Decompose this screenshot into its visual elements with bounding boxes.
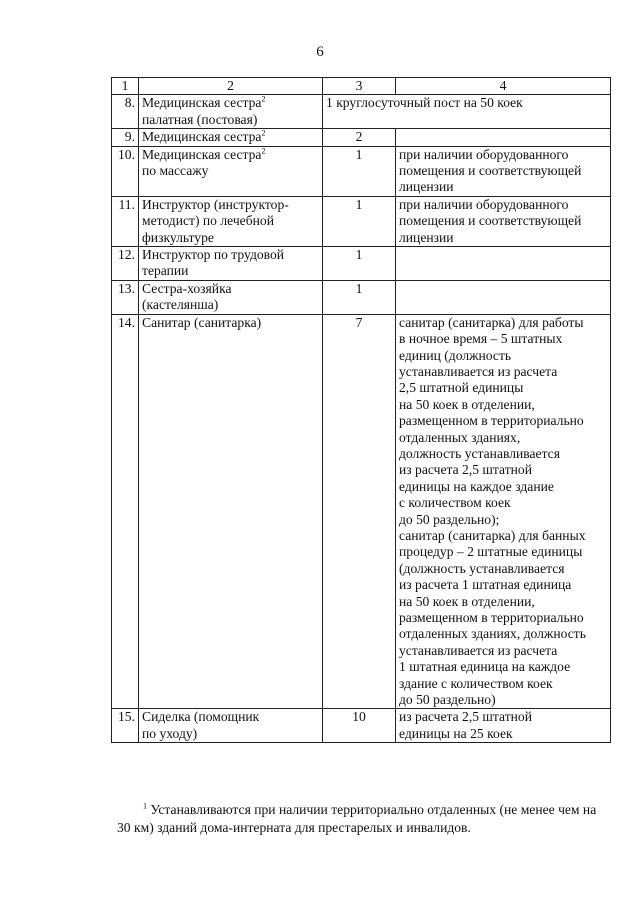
position-line: Инструктор по трудовой — [142, 247, 285, 263]
table-row — [112, 196, 611, 246]
note-line: размещенном в территориально — [399, 610, 584, 625]
footnote — [117, 801, 612, 837]
staff-count: 1 — [323, 196, 396, 246]
header-col-3: 3 — [323, 78, 396, 95]
note-line: санитар (санитарка) для банных — [399, 527, 586, 543]
position-title — [139, 146, 323, 196]
footnote-text: Устанавливаются при наличии территориально отдаленных (не менее чем на 30 км) зданий дома-интерната для престарелых и инвалидов. — [117, 802, 597, 835]
table-row — [112, 95, 611, 129]
position-line: Санитар (санитарка) — [142, 314, 262, 330]
position-title — [139, 129, 323, 146]
note-line: отдаленных зданиях, должность — [399, 626, 586, 642]
note — [396, 146, 611, 196]
row-number: 8. — [112, 95, 139, 129]
note-line: единицы на 25 коек — [399, 725, 513, 741]
position-line: Сестра-хозяйка — [142, 280, 232, 296]
position-line: Медицинская сестра — [142, 146, 262, 162]
note-line: при наличии оборудованного — [399, 196, 569, 212]
row-number: 14. — [112, 314, 139, 709]
position-line: Сиделка (помощник — [142, 709, 260, 725]
note-line: устанавливается из расчета — [399, 642, 558, 658]
page-number: 6 — [316, 44, 324, 60]
note-line: (должность устанавливается — [399, 560, 565, 576]
note-line: лицензии — [399, 229, 454, 245]
position-line: методист) по лечебной — [142, 213, 274, 229]
position-title — [139, 709, 323, 743]
note-line: из расчета 2,5 штатной — [399, 709, 532, 725]
staffing-table — [111, 77, 611, 743]
note-line: размещенном в территориально — [399, 413, 584, 429]
position-line: по уходу) — [142, 725, 198, 741]
staff-count: 1 — [323, 146, 396, 196]
position-title — [139, 280, 323, 314]
footnote-ref: 2 — [261, 94, 266, 104]
note — [396, 280, 611, 314]
note-line: устанавливается из расчета — [399, 363, 558, 379]
row-number: 12. — [112, 247, 139, 281]
position-line: терапии — [142, 263, 189, 279]
note-line: до 50 раздельно); — [399, 511, 500, 527]
note-line: до 50 раздельно) — [399, 692, 496, 708]
note-line: помещения и соответствующей — [399, 213, 582, 229]
note-line: с количеством коек — [399, 495, 511, 511]
note-line: единицы на каждое здание — [399, 478, 554, 494]
staff-count: 10 — [323, 709, 396, 743]
position-title — [139, 196, 323, 246]
row-number: 11. — [112, 196, 139, 246]
position-line: (кастелянша) — [142, 297, 219, 313]
footnote-ref: 2 — [261, 146, 266, 156]
staff-count: 2 — [323, 129, 396, 146]
position-line: физкультуре — [142, 229, 214, 245]
table-row — [112, 247, 611, 281]
note-line: 1 штатная единица на каждое — [399, 659, 571, 675]
note — [396, 196, 611, 246]
staff-count: 1 — [323, 280, 396, 314]
table-row — [112, 709, 611, 743]
header-col-2: 2 — [139, 78, 323, 95]
footnote-ref: 2 — [261, 128, 266, 138]
table-row — [112, 280, 611, 314]
note-line: помещения и соответствующей — [399, 163, 582, 179]
staff-count: 1 — [323, 247, 396, 281]
note-line: на 50 коек в отделении, — [399, 396, 535, 412]
position-title — [139, 247, 323, 281]
note-line: из расчета 2,5 штатной — [399, 462, 532, 478]
row-number: 13. — [112, 280, 139, 314]
note — [396, 709, 611, 743]
note-line: на 50 коек в отделении, — [399, 593, 535, 609]
note-line: санитар (санитарка) для работы — [399, 314, 584, 330]
table-row — [112, 314, 611, 709]
header-col-4: 4 — [396, 78, 611, 95]
note-line: процедур – 2 штатные единицы — [399, 544, 583, 560]
note-line: лицензии — [399, 179, 454, 195]
note — [396, 314, 611, 709]
footnote-marker: 1 — [143, 801, 147, 811]
table-header-row — [112, 78, 611, 95]
position-line: палатная (постовая) — [142, 111, 258, 127]
table-row — [112, 146, 611, 196]
position-title — [139, 314, 323, 709]
note-line: единиц (должность — [399, 347, 512, 363]
note-line: должность устанавливается — [399, 445, 560, 461]
position-title — [139, 95, 323, 129]
note — [396, 129, 611, 146]
note-line: в ночное время – 5 штатных — [399, 331, 563, 347]
note-line: 2,5 штатной единицы — [399, 380, 524, 396]
position-line: по массажу — [142, 163, 209, 179]
merged-note: 1 круглосуточный пост на 50 коек — [323, 95, 611, 129]
position-line: Медицинская сестра — [142, 95, 262, 111]
row-number: 10. — [112, 146, 139, 196]
note-line: при наличии оборудованного — [399, 146, 569, 162]
position-line: Инструктор (инструктор- — [142, 196, 289, 212]
row-number: 15. — [112, 709, 139, 743]
note — [396, 247, 611, 281]
table-row — [112, 129, 611, 146]
note-line: из расчета 1 штатная единица — [399, 577, 572, 593]
header-col-1: 1 — [112, 78, 139, 95]
note-line: здание с количеством коек — [399, 675, 553, 691]
note-line: отдаленных зданиях, — [399, 429, 521, 445]
position-line: Медицинская сестра — [142, 129, 262, 145]
staff-count: 7 — [323, 314, 396, 709]
row-number: 9. — [112, 129, 139, 146]
